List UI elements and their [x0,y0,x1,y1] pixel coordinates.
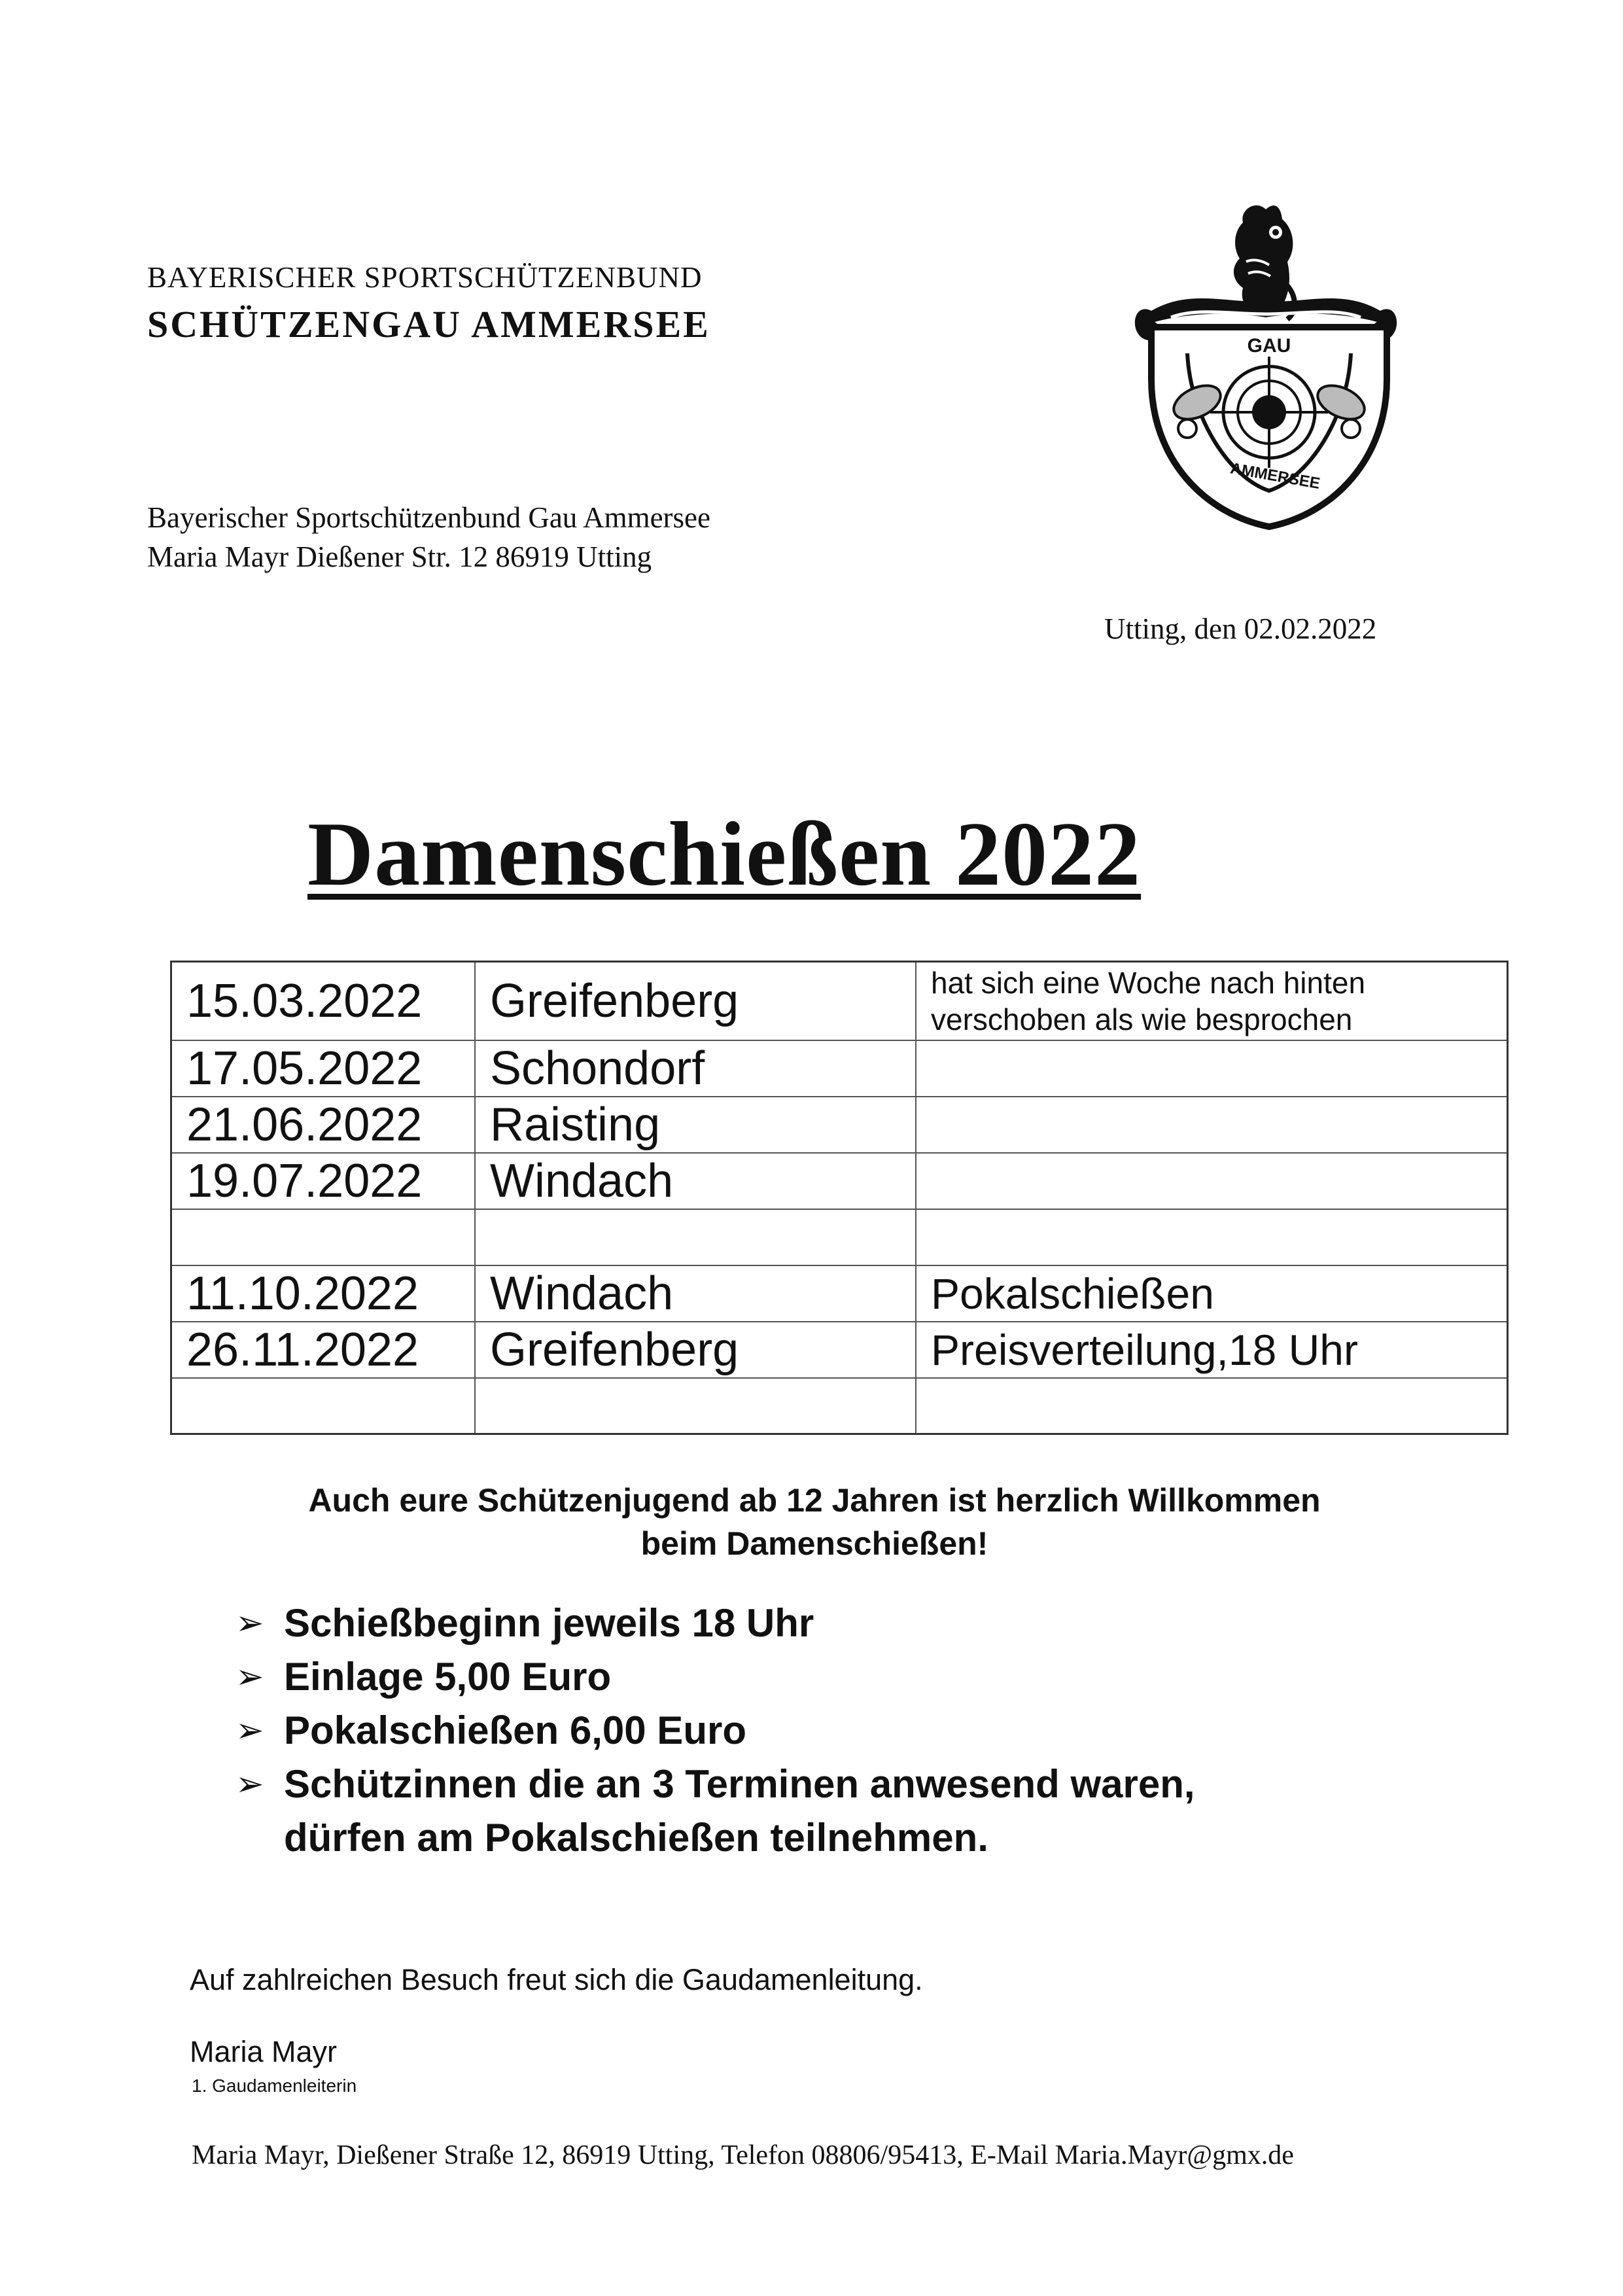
arrow-bullet-icon: ➢ [236,1604,264,1642]
list-item [236,1757,1195,1865]
bullet-text: Schießbeginn jeweils 18 Uhr [284,1601,814,1645]
org-name-line1: BAYERISCHER SPORTSCHÜTZENBUND [147,261,703,294]
place-cell: Raisting [475,1097,916,1153]
youth-notice [160,1479,1469,1565]
signature-role: 1. Gaudamenleiterin [192,2075,357,2096]
youth-notice-line1: Auch eure Schützenjugend ab 12 Jahren ist herzlich Willkommen [308,1482,1321,1519]
table-row [171,1378,1508,1434]
table-row [171,1153,1508,1209]
table-row [171,1097,1508,1153]
note-cell: Preisverteilung,18 Uhr [916,1322,1508,1378]
arrow-bullet-icon: ➢ [236,1658,264,1696]
org-name-line2: SCHÜTZENGAU AMMERSEE [147,303,710,345]
note-cell [916,1040,1508,1097]
date-cell [171,1209,476,1265]
sender-address-line1: Bayerischer Sportschützenbund Gau Ammersee [147,501,710,534]
note-cell [916,1378,1508,1434]
bullet-text: Pokalschießen 6,00 Euro [284,1708,746,1752]
arrow-bullet-icon: ➢ [236,1765,264,1803]
bullet-text-continued: dürfen am Pokalschießen teilnehmen. [284,1816,988,1860]
place-cell [475,1378,916,1434]
date-cell: 15.03.2022 [171,962,476,1040]
list-item [236,1650,1195,1704]
sender-address-line2: Maria Mayr Dießener Str. 12 86919 Utting [147,540,652,573]
youth-notice-line2: beim Damenschießen! [640,1525,988,1562]
table-row [171,1265,1508,1322]
list-item [236,1597,1195,1650]
note-cell: hat sich eine Woche nach hinten verschoben als wie besprochen [916,962,1508,1040]
table-row [171,1322,1508,1378]
note-cell [916,1209,1508,1265]
date-cell: 21.06.2022 [171,1097,476,1153]
logo-top-text: GAU [1247,335,1291,357]
schedule-table [170,961,1509,1435]
note-cell [916,1153,1508,1209]
gau-ammersee-logo [1125,183,1413,537]
date-cell [171,1378,476,1434]
bullet-text: Schützinnen die an 3 Terminen anwesend waren, [284,1762,1195,1806]
note-cell: Pokalschießen [916,1265,1508,1322]
list-item [236,1704,1195,1757]
table-row [171,1209,1508,1265]
place-cell: Schondorf [475,1040,916,1097]
place-cell [475,1209,916,1265]
note-cell [916,1097,1508,1153]
date-cell: 26.11.2022 [171,1322,476,1378]
footer-contact: Maria Mayr, Dießener Straße 12, 86919 Utting, Telefon 08806/95413, E-Mail Maria.Mayr@gmx.de [192,2140,1294,2170]
bullet-text: Einlage 5,00 Euro [284,1655,612,1699]
place-cell: Greifenberg [475,962,916,1040]
arrow-bullet-icon: ➢ [236,1712,264,1750]
table-row [171,1040,1508,1097]
place-cell: Windach [475,1153,916,1209]
date-cell: 19.07.2022 [171,1153,476,1209]
table-row [171,962,1508,1040]
signature-name: Maria Mayr [190,2035,338,2068]
date-cell: 11.10.2022 [171,1265,476,1322]
place-date: Utting, den 02.02.2022 [1104,612,1377,645]
closing-sentence: Auf zahlreichen Besuch freut sich die Gaudamenleitung. [190,1963,923,1996]
document-title: Damenschießen 2022 [307,804,1142,905]
place-cell: Windach [475,1265,916,1322]
logo-bottom-text: AMMERSEE [1229,459,1321,493]
place-cell: Greifenberg [475,1322,916,1378]
info-bullet-list [236,1597,1195,1865]
date-cell: 17.05.2022 [171,1040,476,1097]
